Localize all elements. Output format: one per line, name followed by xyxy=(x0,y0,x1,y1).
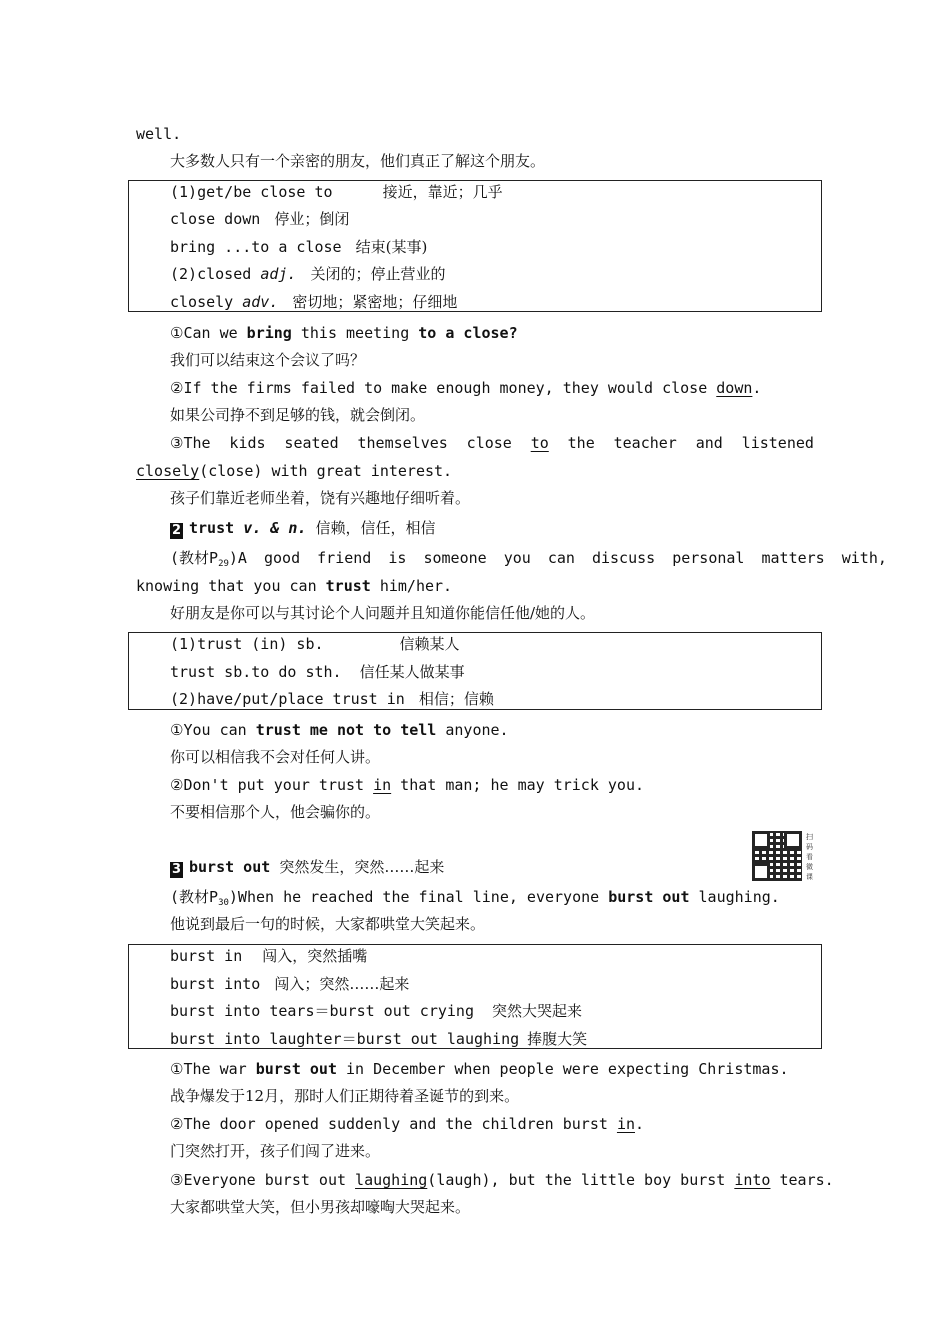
source-sentence: (教材$P_{30})When$ he reached the final line, everyone burst out laughing. xyxy=(170,888,780,908)
usage-row: (1)trust (in) sb. 信赖某人 xyxy=(170,635,460,653)
example-sentence: ②The door opened suddenly and the children burst in. xyxy=(170,1115,645,1133)
answer-blank: in xyxy=(373,776,392,794)
usage-row: burst in 闯入，突然插嘴 xyxy=(170,947,368,965)
translation-line: 不要相信那个人，他会骗你的。 xyxy=(170,803,381,821)
answer-blank: down xyxy=(716,379,753,397)
translation-line: 大家都哄堂大笑，但小男孩却嚎啕大哭起来。 xyxy=(170,1198,471,1216)
answer-blank: in xyxy=(616,1115,635,1133)
usage-row: burst into 闯入；突然……起来 xyxy=(170,975,410,993)
source-sentence: knowing that you can trust him/her. xyxy=(136,577,453,595)
example-sentence: ②If the firms failed to make enough money, they would close down. xyxy=(170,379,762,397)
entry-number-badge: 3 xyxy=(171,862,182,877)
qr-label: 扫码看微课 xyxy=(806,833,813,881)
translation-line: 你可以相信我不会对任何人讲。 xyxy=(170,748,381,766)
usage-row: (2)closed adj. 关闭的；停止营业的 xyxy=(170,265,446,283)
translation-line: 孩子们靠近老师坐着，饶有兴趣地仔细听着。 xyxy=(170,489,471,507)
usage-row: (2)have/put/place trust in 相信；信赖 xyxy=(170,690,494,708)
translation-line: 好朋友是你可以与其讨论个人问题并且知道你能信任他/她的人。 xyxy=(170,604,596,622)
translation-line: 战争爆发于12月，那时人们正期待着圣诞节的到来。 xyxy=(170,1087,520,1105)
usage-row: trust sb.to do sth. 信任某人做某事 xyxy=(170,663,465,681)
entry-heading: 2 trust v. & n. 信赖，信任，相信 xyxy=(171,519,436,538)
translation-line: 我们可以结束这个会议了吗？ xyxy=(170,351,366,369)
usage-row: closely adv. 密切地；紧密地；仔细地 xyxy=(170,293,458,311)
example-sentence: ①The war burst out in December when people were expecting Christmas. xyxy=(170,1060,789,1078)
translation-line: 他说到最后一句的时候，大家都哄堂大笑起来。 xyxy=(170,915,486,933)
translation-line: 大多数人只有一个亲密的朋友，他们真正了解这个朋友。 xyxy=(170,152,546,170)
usage-row: burst into laughter＝burst out laughing 捧腹大笑 xyxy=(170,1030,588,1048)
example-sentence: ③Everyone burst out laughing(laugh), but the little boy burst into tears. xyxy=(170,1171,834,1189)
answer-blank: to xyxy=(530,434,549,452)
usage-row: burst into tears＝burst out crying 突然大哭起来 xyxy=(170,1002,583,1020)
entry-heading: 3 burst out 突然发生，突然……起来 xyxy=(171,858,445,877)
entry-number-badge: 2 xyxy=(171,523,182,538)
continued-text: well. xyxy=(136,125,182,143)
usage-row: close down 停业；倒闭 xyxy=(170,210,350,228)
example-sentence: closely(close) with great interest. xyxy=(136,462,453,480)
example-sentence: ③The kids seated themselves close to the teacher and listened xyxy=(170,434,814,452)
answer-blank: laughing xyxy=(355,1171,428,1189)
translation-line: 门突然打开，孩子们闯了进来。 xyxy=(170,1142,381,1160)
answer-blank: closely xyxy=(136,462,200,480)
example-sentence: ②Don't put your trust in that man; he may trick you. xyxy=(170,776,645,794)
example-sentence: ①Can we bring this meeting to a close? xyxy=(170,324,518,342)
answer-blank: into xyxy=(734,1171,771,1189)
qr-code[interactable] xyxy=(752,831,802,881)
usage-row: (1)get/be close to 接近，靠近；几乎 xyxy=(170,183,503,201)
usage-row: bring ...to a close 结束(某事) xyxy=(170,238,428,256)
translation-line: 如果公司挣不到足够的钱，就会倒闭。 xyxy=(170,406,426,424)
source-sentence: (教材$P_{29}$ )A good friend is someone you can discuss personal matters with, xyxy=(170,549,887,569)
example-sentence: ①You can trust me not to tell anyone. xyxy=(170,721,509,739)
